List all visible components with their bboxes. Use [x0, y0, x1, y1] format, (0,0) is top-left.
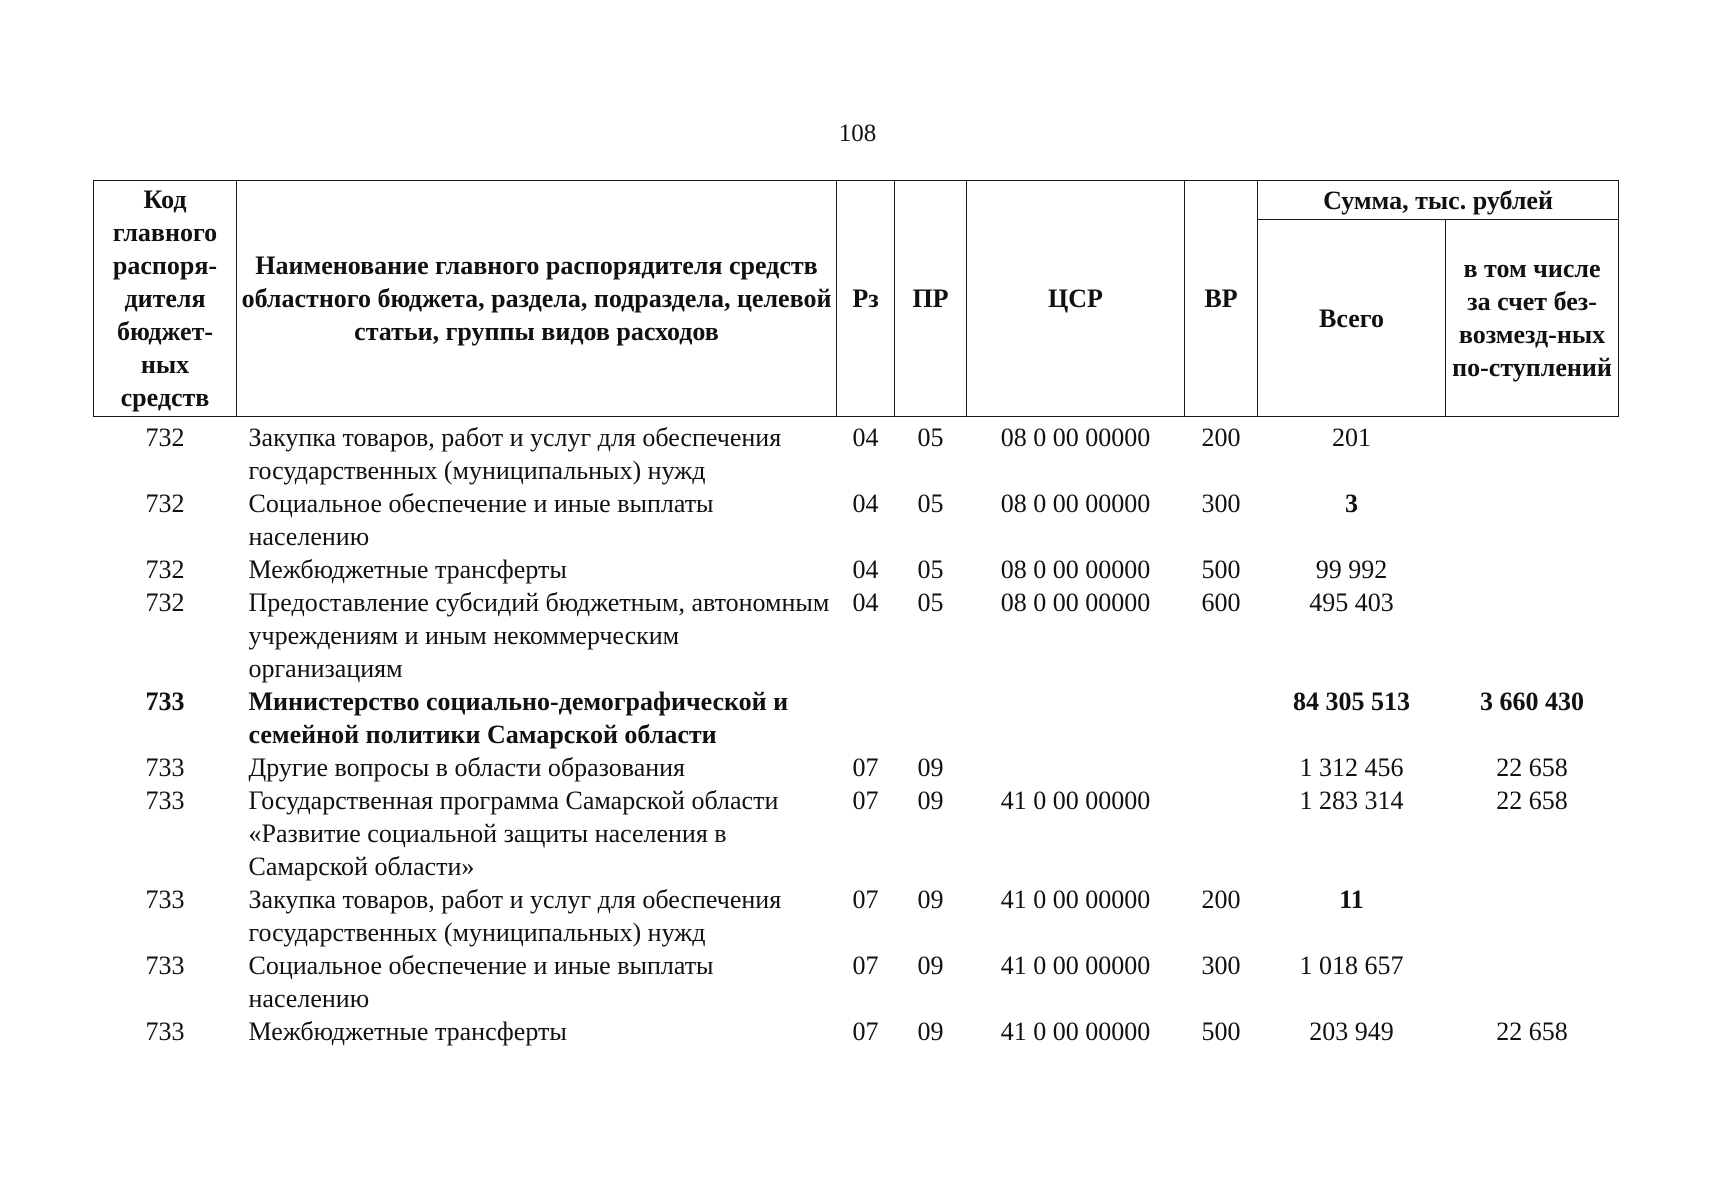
cell-vr: 500	[1201, 555, 1241, 584]
cell-kod: 732	[145, 588, 185, 617]
cell-csr: 08 0 00 00000	[1000, 588, 1151, 617]
cell-pr: 05	[917, 588, 944, 617]
cell-pr: 09	[917, 753, 944, 782]
cell-pr: 05	[917, 489, 944, 518]
cell-rz: 07	[852, 786, 879, 815]
cell-kod: 733	[145, 951, 185, 980]
cell-vr	[1185, 685, 1258, 751]
cell-grant: 22 658	[1496, 753, 1568, 782]
table-body	[94, 417, 1619, 1049]
cell-total: 1 283 314	[1299, 786, 1404, 815]
cell-grant: 22 658	[1496, 786, 1568, 815]
table-row	[94, 553, 1619, 586]
cell-total: 99 992	[1315, 555, 1388, 584]
header-pr: ПР	[895, 181, 967, 417]
cell-vr: 600	[1201, 588, 1241, 617]
cell-vr: 500	[1201, 1017, 1241, 1046]
cell-name: Предоставление субсидий бюджетным, автономным учреждениям и иным некоммерческим организациям	[248, 588, 830, 683]
table-row	[94, 949, 1619, 1015]
cell-rz: 07	[852, 885, 879, 914]
cell-vr: 200	[1201, 423, 1241, 452]
cell-total: 201	[1332, 423, 1371, 452]
cell-grant	[1446, 487, 1619, 553]
table-row	[94, 417, 1619, 488]
header-sum: Сумма, тыс. рублей	[1258, 181, 1619, 220]
cell-grant: 3 660 430	[1480, 687, 1584, 716]
header-kod: Код главного распоря-дителя бюджет-ных средств	[94, 181, 237, 417]
cell-csr: 08 0 00 00000	[1000, 423, 1151, 452]
cell-pr: 05	[917, 423, 944, 452]
page-number: 108	[838, 120, 877, 147]
table-header	[94, 181, 1619, 417]
table-row-ministry	[94, 685, 1619, 751]
table-row	[94, 883, 1619, 949]
cell-name: Закупка товаров, работ и услуг для обеспечения государственных (муниципальных) нужд	[248, 885, 782, 947]
cell-kod: 733	[145, 786, 185, 815]
cell-total: 3	[1345, 489, 1358, 518]
cell-kod: 732	[145, 555, 185, 584]
cell-pr: 09	[917, 951, 944, 980]
table-row	[94, 751, 1619, 784]
cell-grant: 22 658	[1496, 1017, 1568, 1046]
cell-kod: 733	[145, 885, 185, 914]
cell-total: 11	[1339, 885, 1364, 914]
cell-rz: 07	[852, 951, 879, 980]
cell-pr: 09	[917, 1017, 944, 1046]
header-name: Наименование главного распорядителя средств областного бюджета, раздела, подраздела, целевой статьи, группы видов расходов	[237, 181, 837, 417]
cell-name: Государственная программа Самарской области «Развитие социальной защиты населения в Самарской области»	[248, 786, 779, 881]
cell-vr: 300	[1201, 489, 1241, 518]
cell-total: 203 949	[1309, 1017, 1394, 1046]
cell-name: Другие вопросы в области образования	[248, 753, 686, 782]
header-csr: ЦСР	[967, 181, 1185, 417]
cell-grant	[1446, 553, 1619, 586]
cell-rz: 04	[852, 588, 879, 617]
cell-csr: 41 0 00 00000	[1000, 786, 1151, 815]
cell-pr	[895, 685, 967, 751]
cell-grant	[1446, 949, 1619, 1015]
header-total: Всего	[1258, 220, 1446, 417]
header-grant: в том числе за счет без-возмезд-ных по-ступлений	[1446, 220, 1619, 417]
cell-csr: 41 0 00 00000	[1000, 885, 1151, 914]
cell-rz: 04	[852, 489, 879, 518]
cell-kod: 732	[145, 489, 185, 518]
header-vr: ВР	[1185, 181, 1258, 417]
cell-grant	[1446, 417, 1619, 488]
table-row	[94, 487, 1619, 553]
cell-csr: 41 0 00 00000	[1000, 1017, 1151, 1046]
cell-name: Межбюджетные трансферты	[248, 1017, 567, 1046]
cell-pr: 05	[917, 555, 944, 584]
cell-kod: 733	[145, 687, 185, 716]
cell-pr: 09	[917, 786, 944, 815]
cell-name: Социальное обеспечение и иные выплаты населению	[248, 951, 714, 1013]
cell-kod: 732	[145, 423, 185, 452]
cell-kod: 733	[145, 1017, 185, 1046]
cell-total: 84 305 513	[1293, 687, 1410, 716]
cell-csr	[967, 751, 1185, 784]
cell-name: Социальное обеспечение и иные выплаты населению	[248, 489, 714, 551]
cell-total: 1 312 456	[1299, 753, 1404, 782]
cell-kod: 733	[145, 753, 185, 782]
table-row	[94, 1015, 1619, 1048]
cell-name: Закупка товаров, работ и услуг для обеспечения государственных (муниципальных) нужд	[248, 423, 782, 485]
cell-rz: 04	[852, 423, 879, 452]
cell-vr	[1185, 751, 1258, 784]
cell-csr: 08 0 00 00000	[1000, 555, 1151, 584]
cell-csr	[967, 685, 1185, 751]
budget-table	[93, 180, 1619, 1048]
cell-grant	[1446, 586, 1619, 685]
cell-name: Межбюджетные трансферты	[248, 555, 567, 584]
table-row	[94, 586, 1619, 685]
cell-rz: 07	[852, 753, 879, 782]
cell-csr: 08 0 00 00000	[1000, 489, 1151, 518]
cell-grant	[1446, 883, 1619, 949]
cell-vr	[1185, 784, 1258, 883]
cell-total: 1 018 657	[1299, 951, 1404, 980]
cell-vr: 300	[1201, 951, 1241, 980]
cell-name: Министерство социально-демографической и семейной политики Самарской области	[248, 687, 789, 749]
header-rz: Рз	[837, 181, 895, 417]
table-row	[94, 784, 1619, 883]
cell-csr: 41 0 00 00000	[1000, 951, 1151, 980]
cell-rz: 04	[852, 555, 879, 584]
cell-pr: 09	[917, 885, 944, 914]
cell-vr: 200	[1201, 885, 1241, 914]
cell-total: 495 403	[1309, 588, 1394, 617]
cell-rz	[837, 685, 895, 751]
cell-rz: 07	[852, 1017, 879, 1046]
